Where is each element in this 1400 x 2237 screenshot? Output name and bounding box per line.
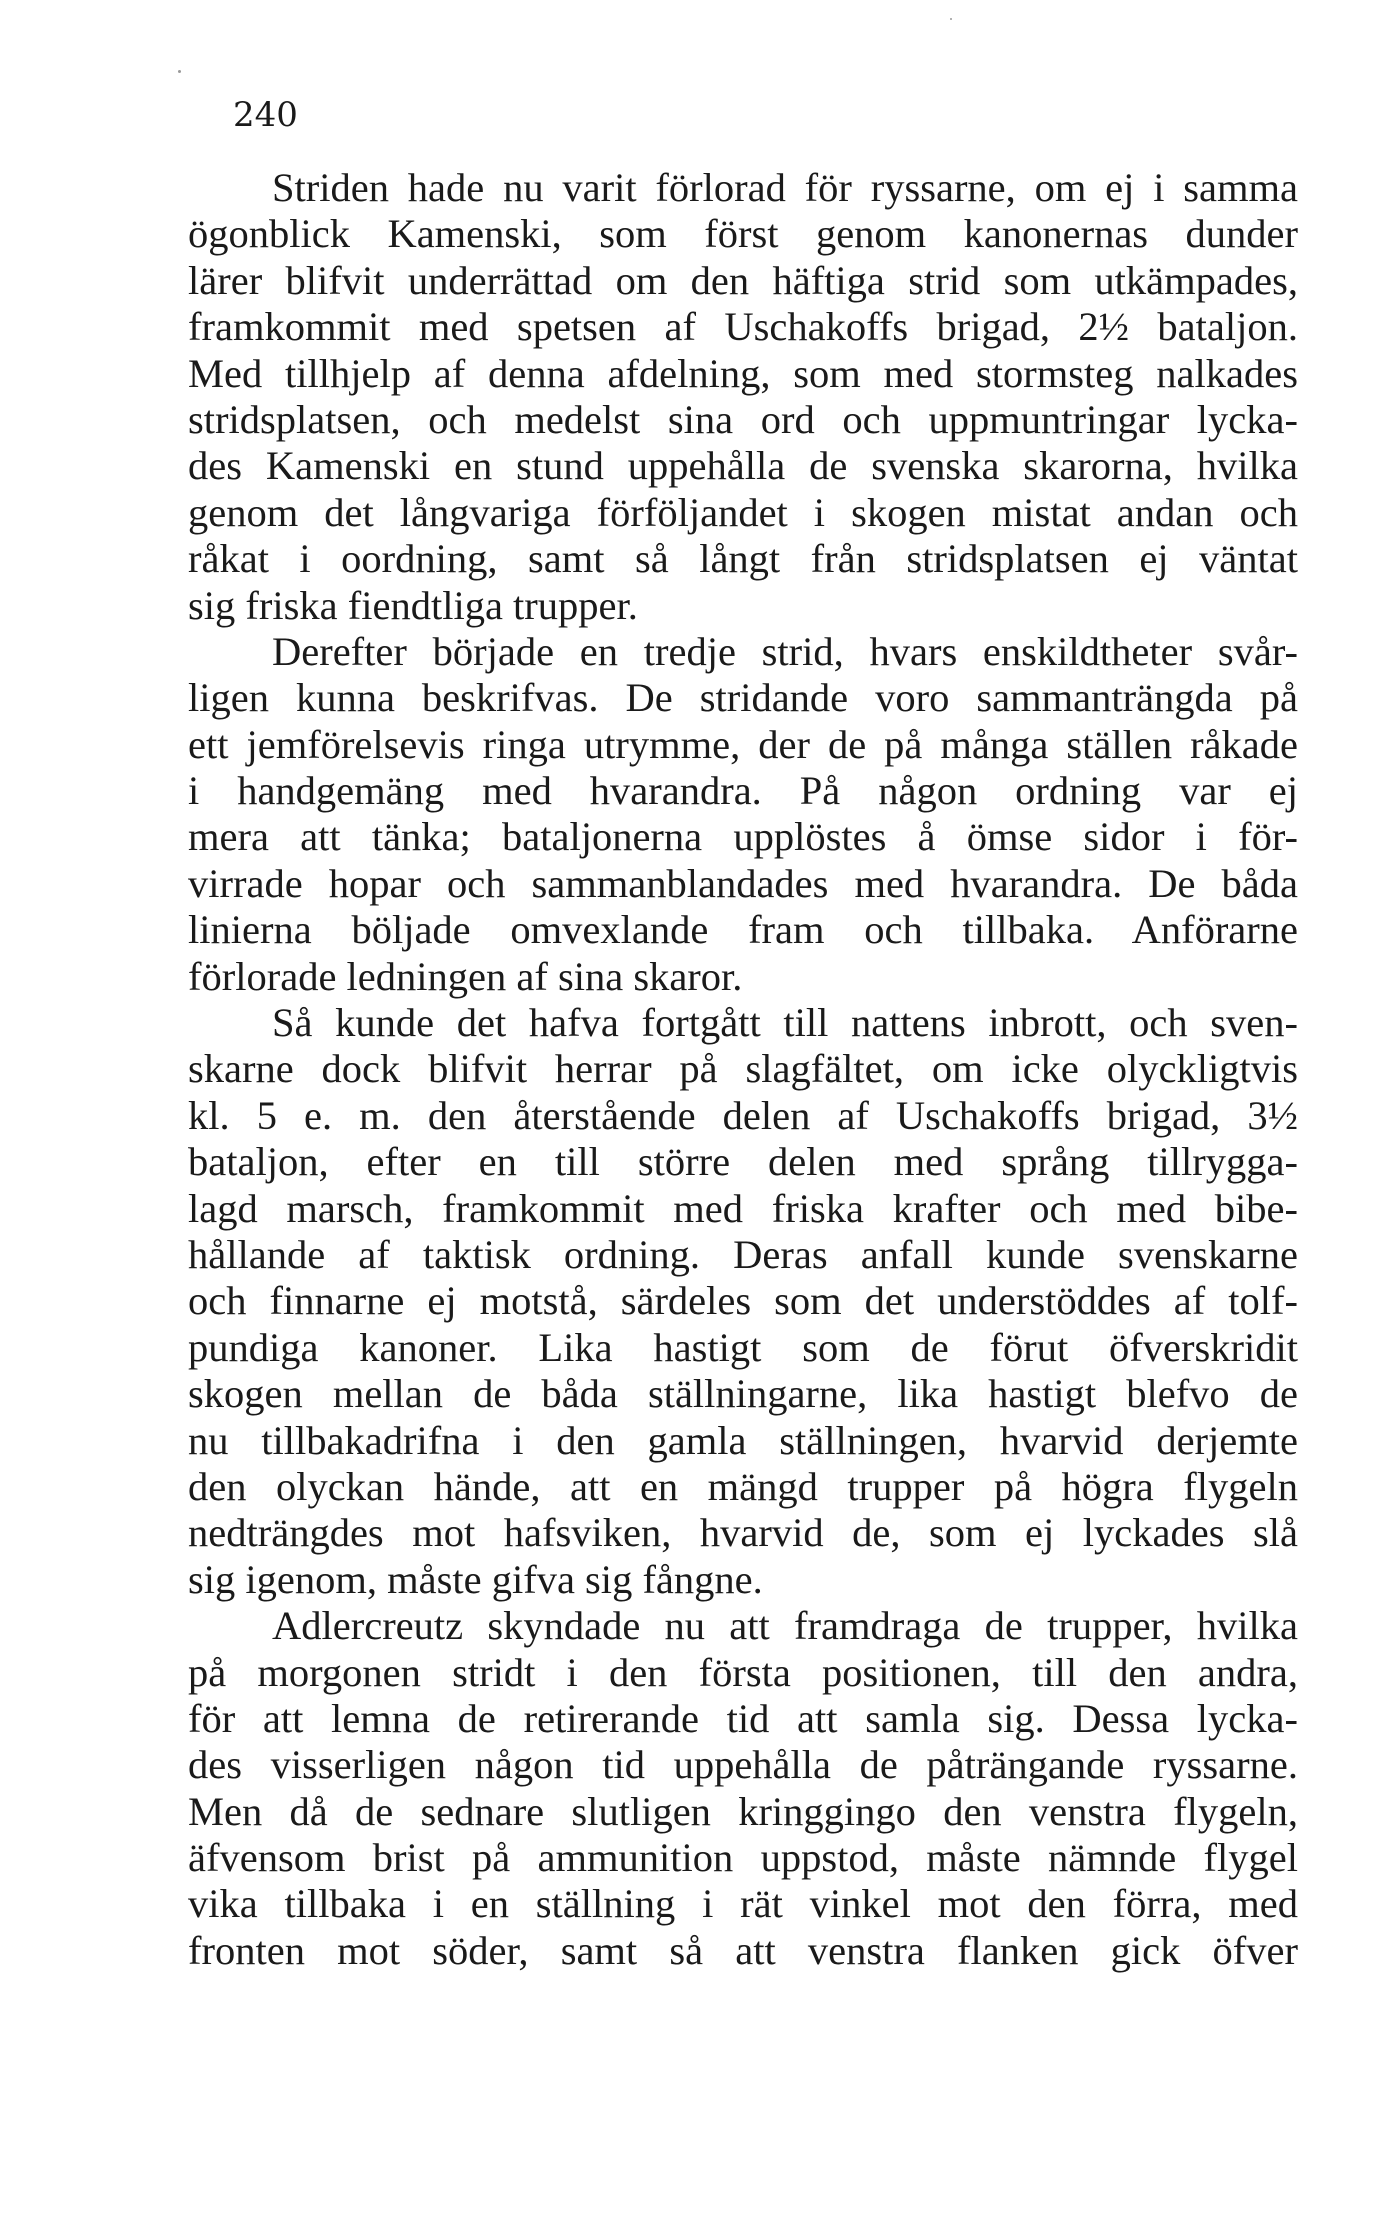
text-line: förlorade ledningen af sina skaror. <box>188 953 743 999</box>
text-line: mera att tänka; bataljonerna upplöstes å ömse sidor i för- <box>188 814 1298 860</box>
text-line: och finnarne ej motstå, särdeles som det understöddes af tolf- <box>188 1278 1298 1324</box>
paper-speck <box>950 18 952 20</box>
text-line: Derefter började en tredje strid, hvars enskildtheter svår- <box>272 628 1298 674</box>
text-line: den olyckan hände, att en mängd trupper på högra flygeln <box>188 1463 1298 1509</box>
text-line: stridsplatsen, och medelst sina ord och uppmuntringar lycka- <box>188 396 1298 442</box>
text-line: sig igenom, måste gifva sig fångne. <box>188 1556 763 1602</box>
text-line: virrade hopar och sammanblandades med hvarandra. De båda <box>188 860 1298 906</box>
text-line: genom det långvariga förföljandet i skogen mistat andan och <box>188 489 1298 535</box>
text-line: Med tillhjelp af denna afdelning, som med stormsteg nalkades <box>188 350 1298 396</box>
text-line: hållande af taktisk ordning. Deras anfall kunde svenskarne <box>188 1231 1298 1277</box>
text-line: des Kamenski en stund uppehålla de svenska skarorna, hvilka <box>188 443 1298 489</box>
text-line: des visserligen någon tid uppehålla de påträngande ryssarne. <box>188 1742 1298 1788</box>
text-line: bataljon, efter en till större delen med språng tillrygga- <box>188 1139 1298 1185</box>
text-line: ögonblick Kamenski, som först genom kanonernas dunder <box>188 211 1298 257</box>
text-line: Striden hade nu varit förlorad för ryssarne, om ej i samma <box>272 165 1298 210</box>
text-line: lagd marsch, framkommit med friska krafter och med bibe- <box>188 1185 1298 1231</box>
text-line: skarne dock blifvit herrar på slagfältet, om icke olyckligtvis <box>188 1046 1298 1092</box>
text-line: framkommit med spetsen af Uschakoffs brigad, 2½ bataljon. <box>188 304 1298 350</box>
text-line: sig friska fiendtliga trupper. <box>188 582 638 628</box>
text-line: skogen mellan de båda ställningarne, lika hastigt blefvo de <box>188 1371 1298 1417</box>
paper-speck <box>178 70 181 73</box>
page-number: 240 <box>233 95 298 135</box>
text-line: ligen kunna beskrifvas. De stridande voro sammanträngda på <box>188 675 1298 721</box>
text-line: ett jemförelsevis ringa utrymme, der de på många ställen råkade <box>188 721 1298 767</box>
text-line: pundiga kanoner. Lika hastigt som de förut öfverskridit <box>188 1324 1298 1370</box>
text-line: i handgemäng med hvarandra. På någon ordning var ej <box>188 768 1298 814</box>
text-line: Men då de sednare slutligen kringgingo den venstra flygeln, <box>188 1788 1298 1834</box>
text-line: fronten mot söder, samt så att venstra flanken gick öfver <box>188 1927 1298 1973</box>
text-line: linierna böljade omvexlande fram och tillbaka. Anförarne <box>188 907 1298 953</box>
text-line: kl. 5 e. m. den återstående delen af Uschakoffs brigad, 3½ <box>188 1092 1298 1138</box>
text-line: nedträngdes mot hafsviken, hvarvid de, som ej lyckades slå <box>188 1510 1298 1556</box>
text-line: på morgonen stridt i den första positionen, till den andra, <box>188 1649 1298 1695</box>
text-line: Så kunde det hafva fortgått till nattens inbrott, och sven- <box>272 1000 1298 1046</box>
body-text <box>188 165 1298 1974</box>
text-line: Adlercreutz skyndade nu att framdraga de trupper, hvilka <box>272 1603 1298 1649</box>
text-line: äfvensom brist på ammunition uppstod, måste nämnde flygel <box>188 1835 1298 1881</box>
text-line: nu tillbakadrifna i den gamla ställningen, hvarvid derjemte <box>188 1417 1298 1463</box>
text-line: lärer blifvit underrättad om den häftiga strid som utkämpades, <box>188 257 1298 303</box>
text-line: vika tillbaka i en ställning i rät vinkel mot den förra, med <box>188 1881 1298 1927</box>
text-line: råkat i oordning, samt så långt från stridsplatsen ej väntat <box>188 536 1298 582</box>
text-line: för att lemna de retirerande tid att samla sig. Dessa lycka- <box>188 1695 1298 1741</box>
